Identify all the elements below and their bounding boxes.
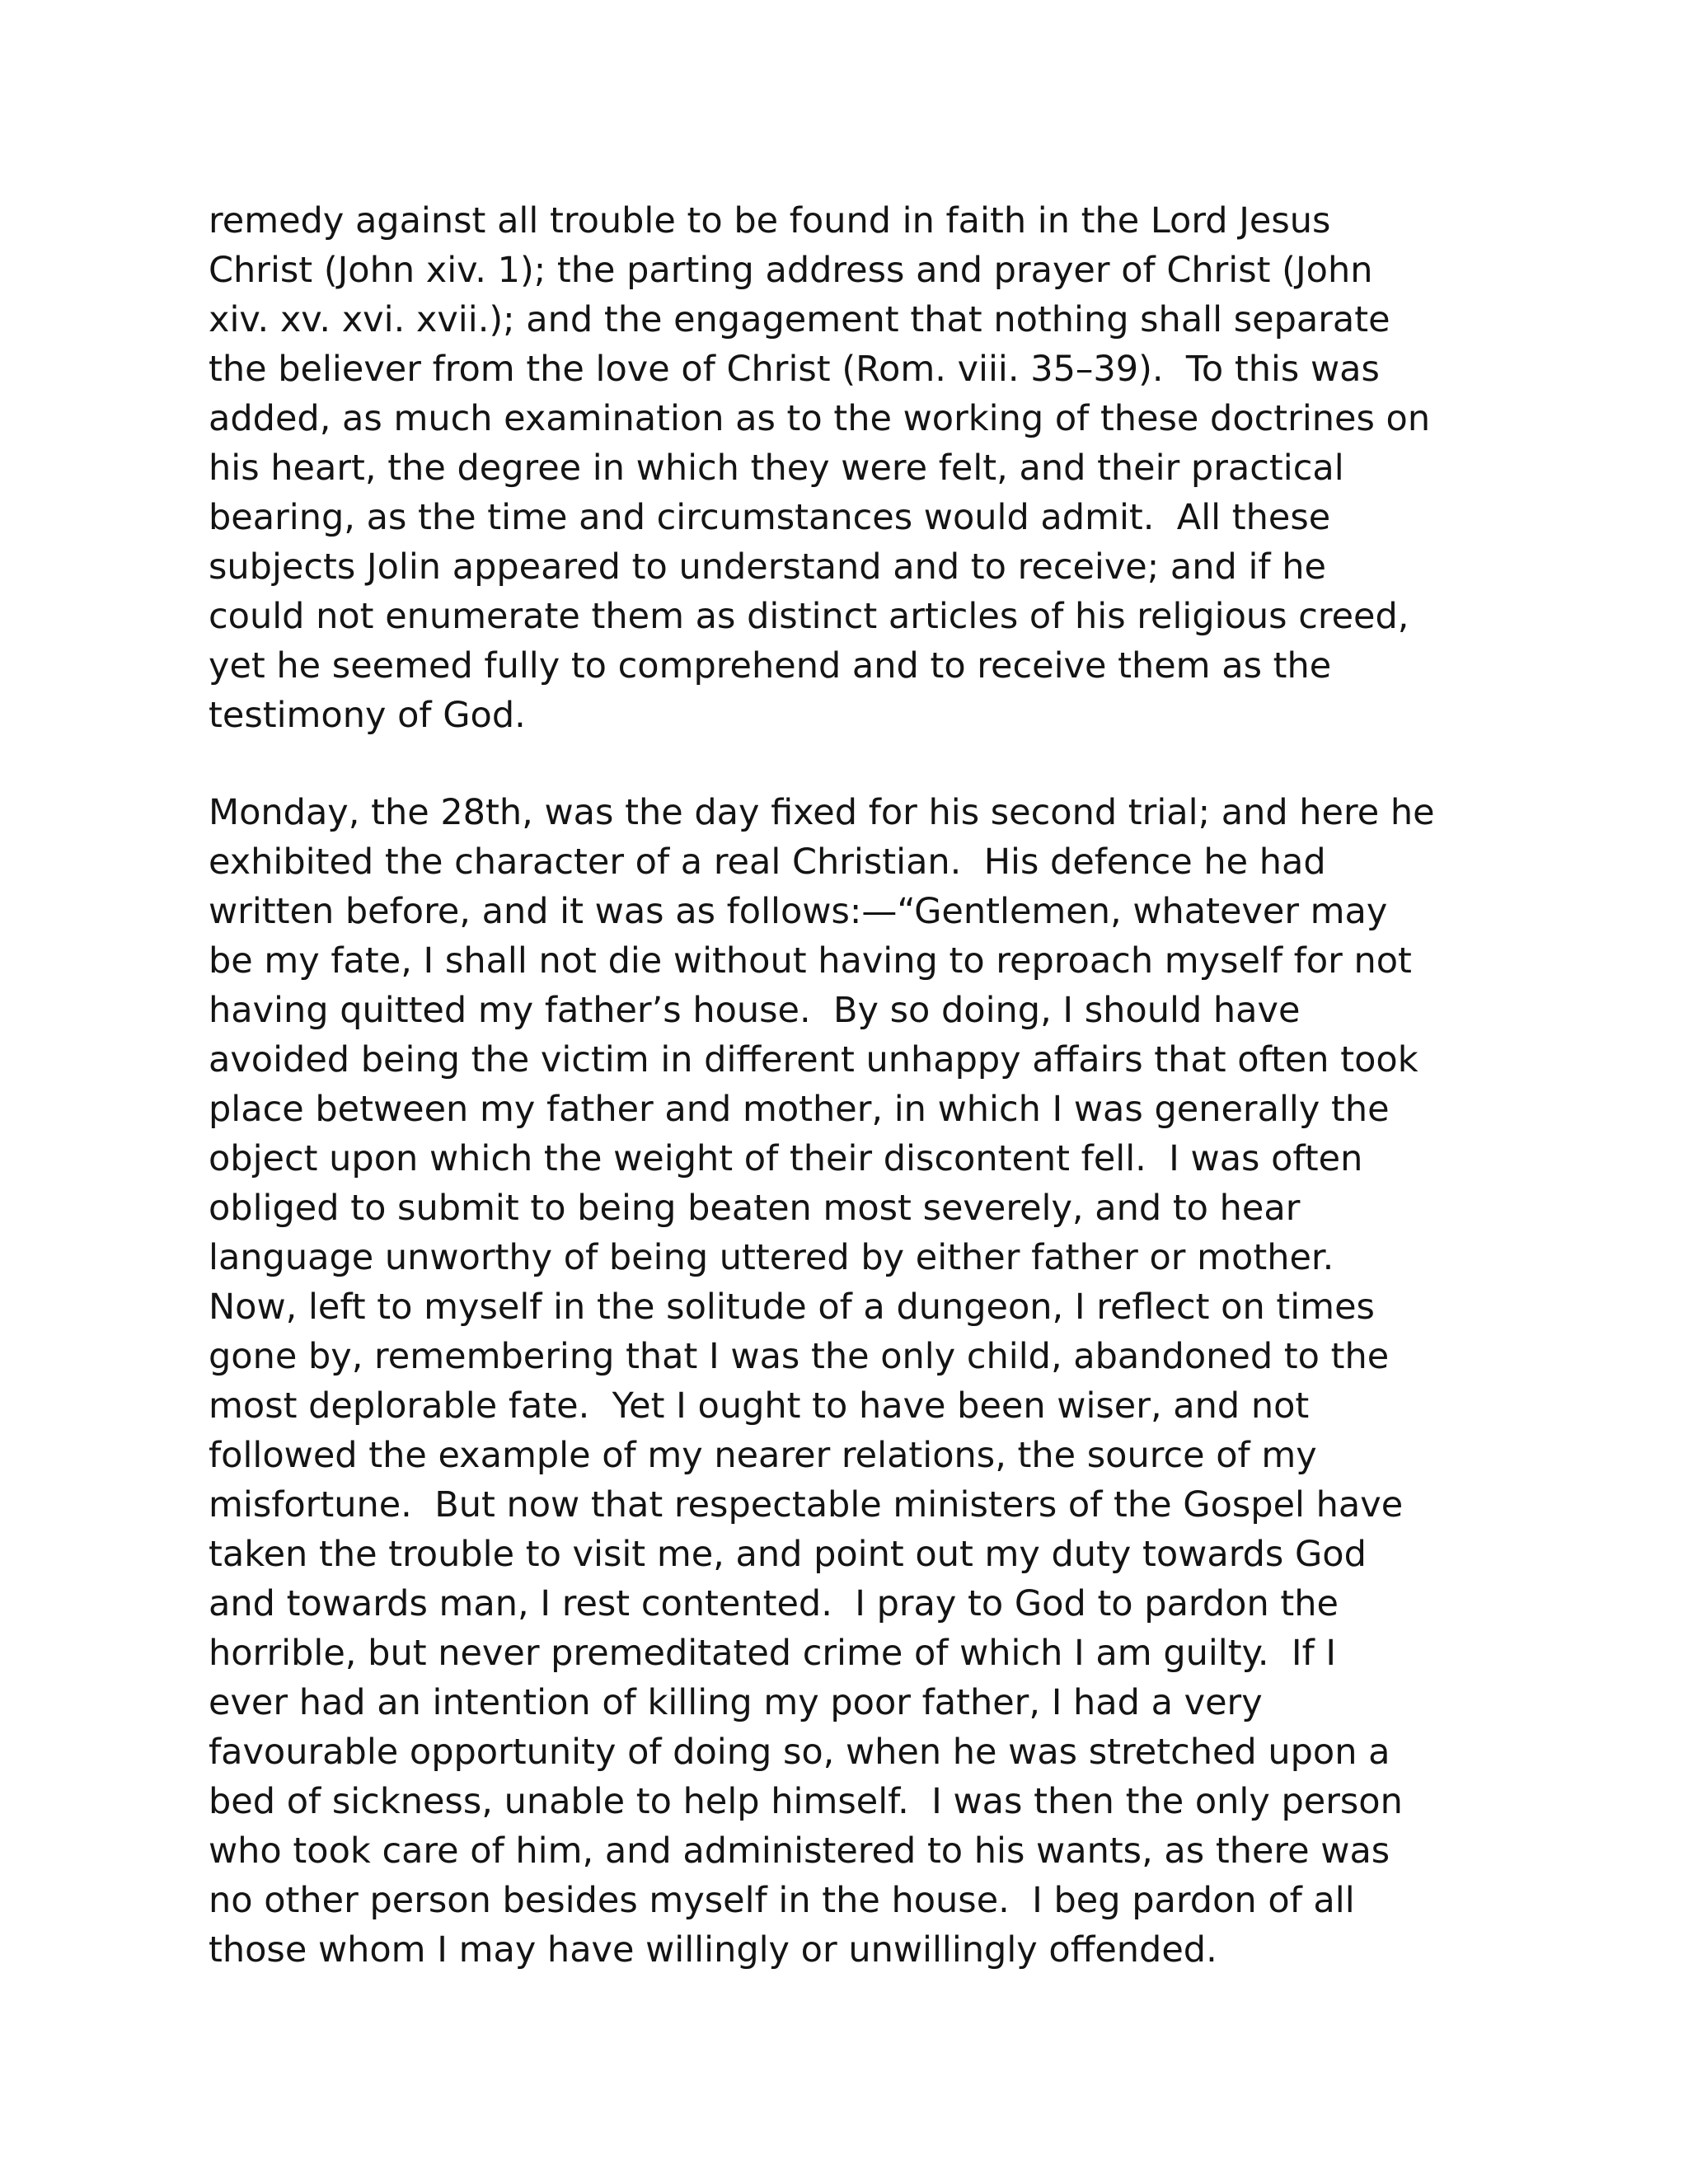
text-line: Now, left to myself in the solitude of a dungeon, I reflect on times xyxy=(209,1286,1375,1328)
text-line: favourable opportunity of doing so, when he was stretched upon a xyxy=(209,1732,1390,1773)
paragraph-gap xyxy=(209,740,1488,788)
paragraph-2 xyxy=(209,788,1488,1975)
text-line: written before, and it was as follows:—“Gentlemen, whatever may xyxy=(209,891,1388,932)
text-line: misfortune. But now that respectable ministers of the Gospel have xyxy=(209,1484,1404,1526)
text-line: added, as much examination as to the working of these doctrines on xyxy=(209,398,1431,439)
text-line: taken the trouble to visit me, and point out my duty towards God xyxy=(209,1534,1367,1575)
text-line: avoided being the victim in different unhappy affairs that often took xyxy=(209,1039,1418,1080)
text-line: having quitted my father’s house. By so doing, I should have xyxy=(209,990,1301,1031)
text-line: remedy against all trouble to be found in faith in the Lord Jesus xyxy=(209,200,1331,241)
text-line: obliged to submit to being beaten most severely, and to hear xyxy=(209,1188,1301,1229)
text-line: most deplorable fate. Yet I ought to have been wiser, and not xyxy=(209,1385,1310,1427)
text-line: no other person besides myself in the house. I beg pardon of all xyxy=(209,1880,1355,1921)
text-line: followed the example of my nearer relations, the source of my xyxy=(209,1435,1317,1476)
text-line: exhibited the character of a real Christian. His defence he had xyxy=(209,841,1326,883)
text-line: could not enumerate them as distinct articles of his religious creed, xyxy=(209,596,1409,637)
text-line: yet he seemed fully to comprehend and to receive them as the xyxy=(209,645,1332,687)
text-column xyxy=(209,196,1488,1975)
text-line: Christ (John xiv. 1); the parting address and prayer of Christ (John xyxy=(209,250,1373,291)
text-line: and towards man, I rest contented. I pray to God to pardon the xyxy=(209,1583,1339,1624)
text-line: the believer from the love of Christ (Rom. viii. 35–39). To this was xyxy=(209,349,1380,390)
text-line: Monday, the 28th, was the day fixed for his second trial; and here he xyxy=(209,792,1435,833)
text-line: horrible, but never premeditated crime of which I am guilty. If I xyxy=(209,1633,1337,1674)
text-line: object upon which the weight of their discontent fell. I was often xyxy=(209,1138,1363,1179)
text-line: testimony of God. xyxy=(209,695,526,736)
text-line: be my fate, I shall not die without having to reproach myself for not xyxy=(209,940,1412,982)
text-line: bed of sickness, unable to help himself. I was then the only person xyxy=(209,1781,1403,1822)
text-line: place between my father and mother, in which I was generally the xyxy=(209,1089,1390,1130)
paragraph-1 xyxy=(209,196,1488,740)
text-line: bearing, as the time and circumstances would admit. All these xyxy=(209,497,1331,538)
text-line: gone by, remembering that I was the only child, abandoned to the xyxy=(209,1336,1390,1377)
text-line: who took care of him, and administered to his wants, as there was xyxy=(209,1830,1390,1872)
text-line: ever had an intention of killing my poor father, I had a very xyxy=(209,1682,1263,1723)
text-line: those whom I may have willingly or unwillingly offended. xyxy=(209,1929,1217,1971)
text-line: language unworthy of being uttered by either father or mother. xyxy=(209,1237,1334,1278)
text-line: xiv. xv. xvi. xvii.); and the engagement that nothing shall separate xyxy=(209,299,1390,340)
text-line: his heart, the degree in which they were felt, and their practical xyxy=(209,448,1344,489)
text-line: subjects Jolin appeared to understand and to receive; and if he xyxy=(209,546,1326,588)
